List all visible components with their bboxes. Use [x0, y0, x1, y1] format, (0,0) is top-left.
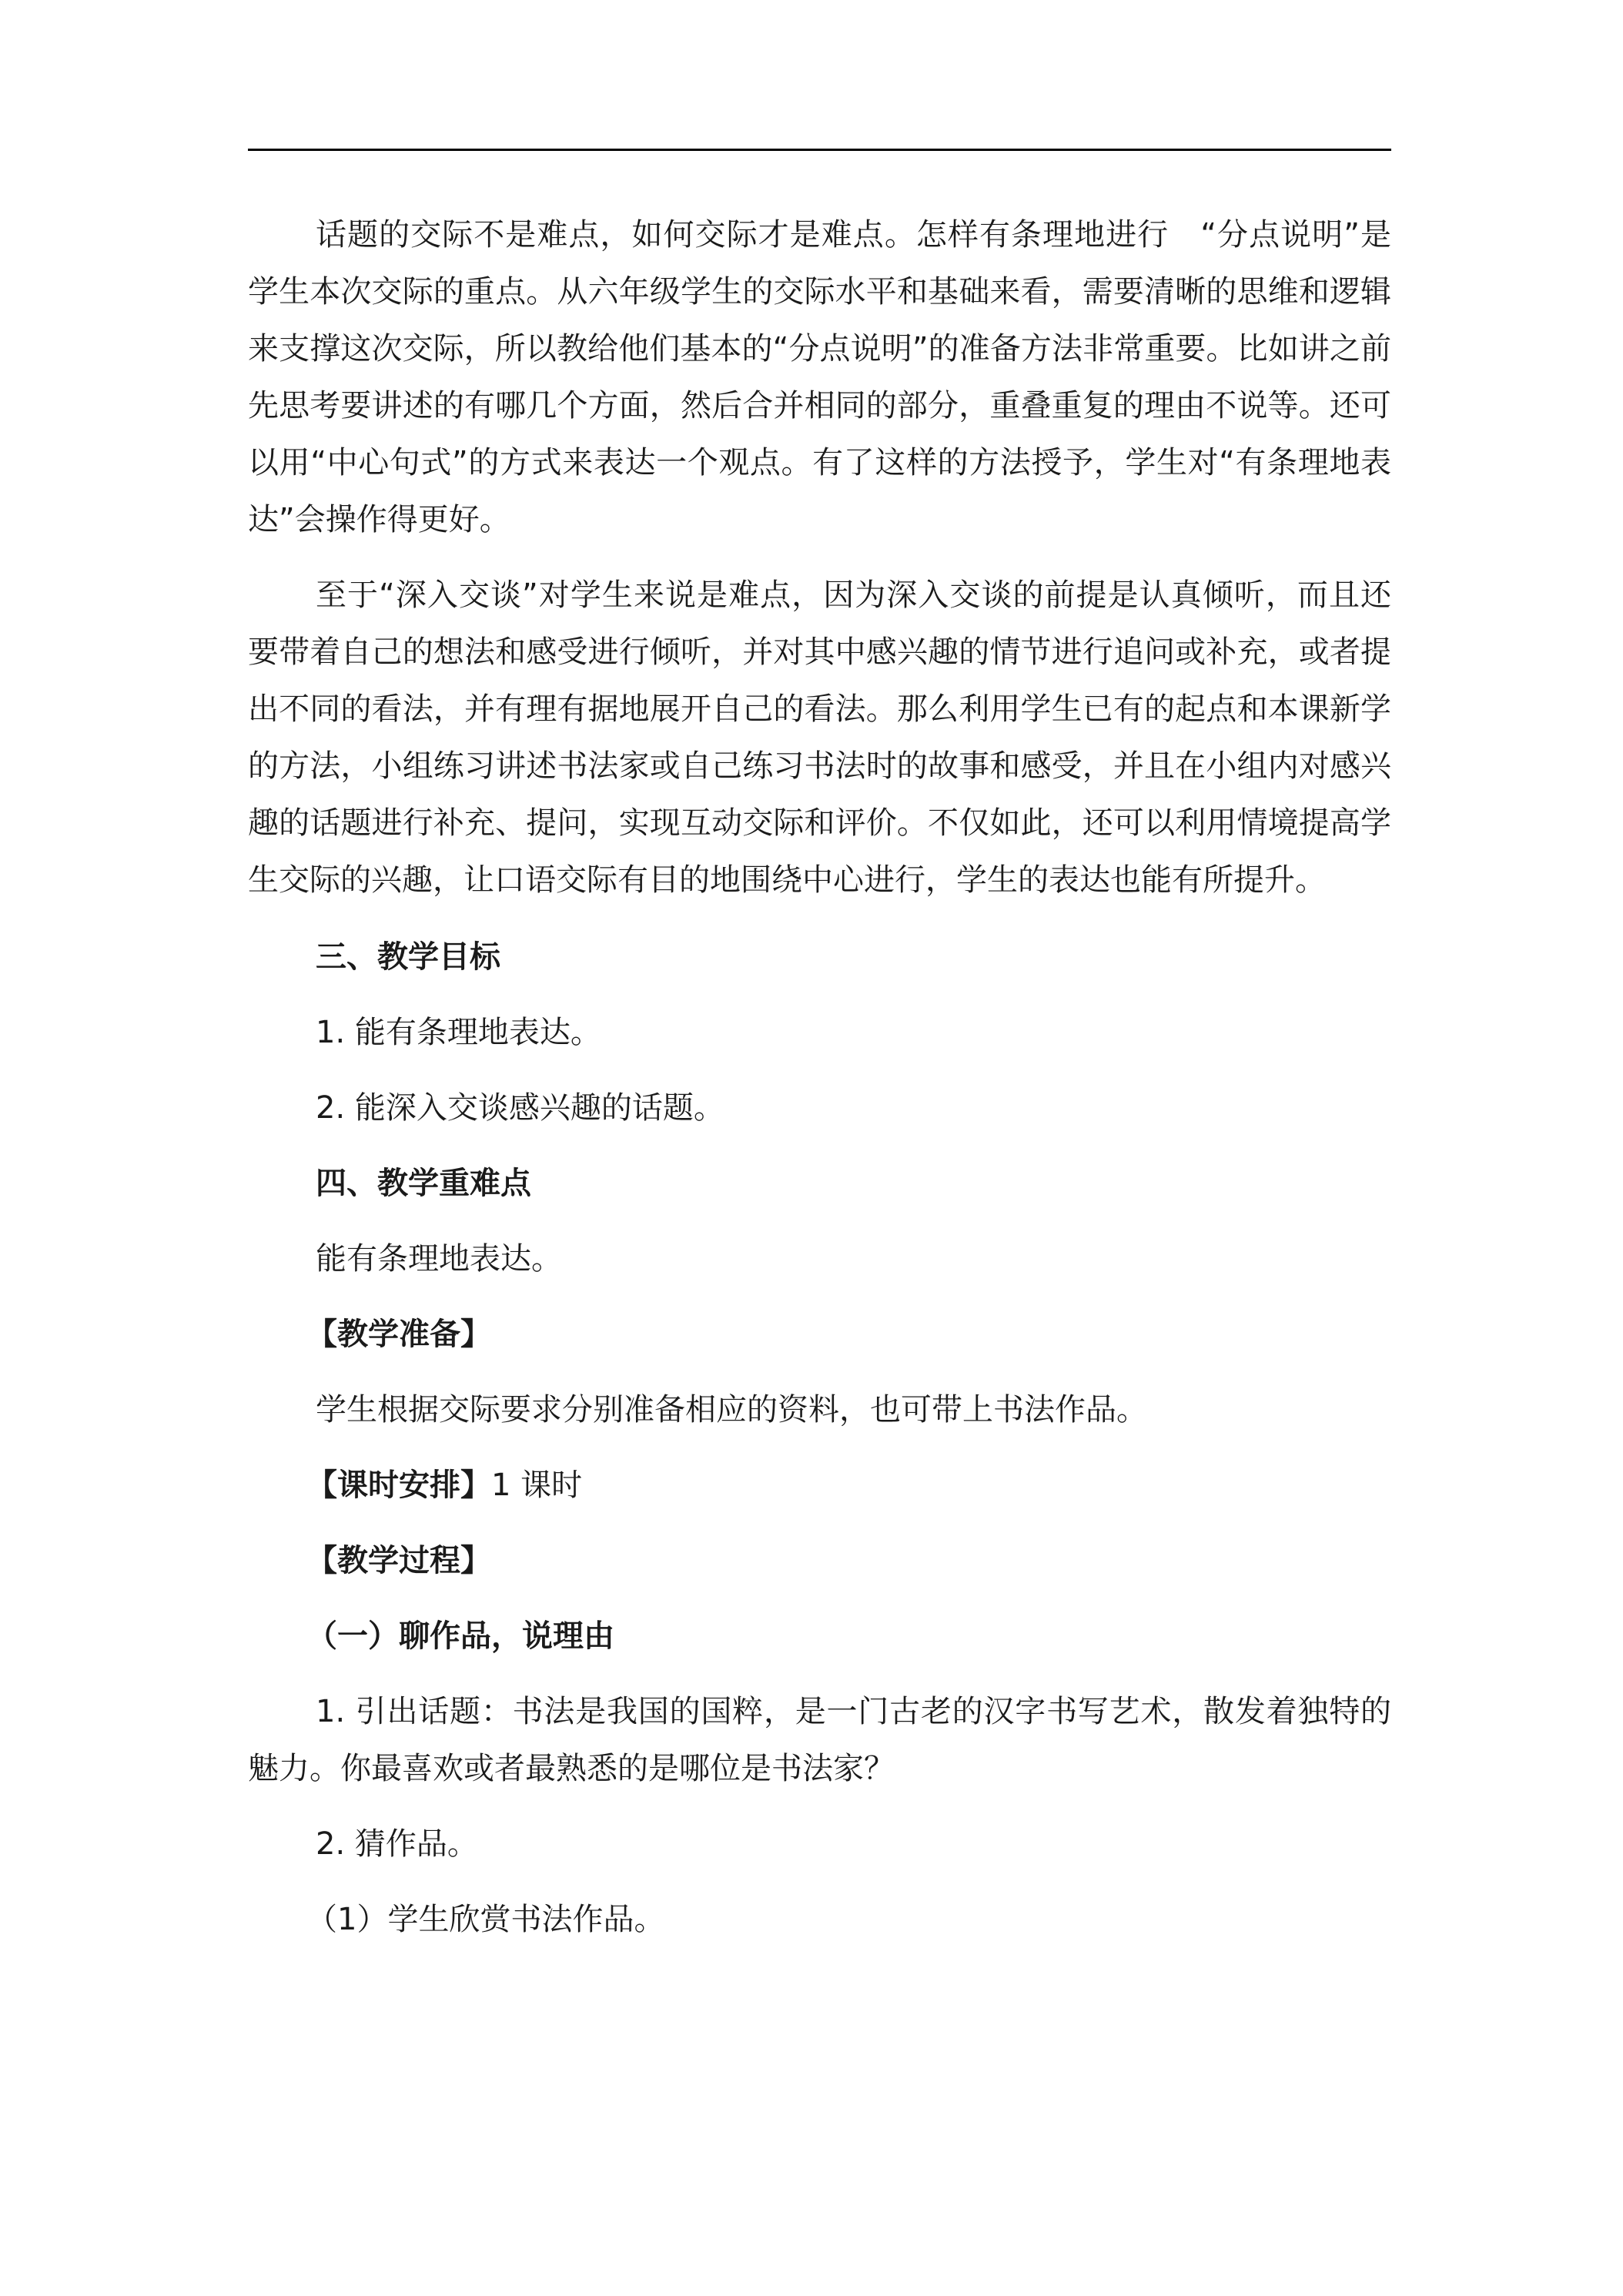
goal-item-1: 1. 能有条理地表达。 [316, 1015, 601, 1050]
goal-item-2: 2. 能深入交谈感兴趣的话题。 [316, 1090, 724, 1126]
schedule-label: 【课时安排】 [306, 1468, 491, 1503]
schedule-line [248, 1457, 1391, 1514]
step1-heading: （一）聊作品，说理由 [306, 1618, 614, 1654]
paragraph-difficulty: 话题的交际不是难点，如何交际才是难点。怎样有条理地进行 “分点说明”是学生本次交际的重点。从六年级学生的交际水平和基础来看，需要清晰的思维和逻辑来支撑这次交际，所以教给他们基本的“分点说明”的准备方法非常重要。比如讲之前先思考要讲述的有哪几个方面，然后合并相同的部分，重叠重复的理由不说等。还可以用“中心句式”的方式来表达一个观点。有了这样的方法授予，学生对“有条理地表达”会操作得更好。 [248, 217, 1391, 537]
prep-heading: 【教学准备】 [306, 1317, 491, 1352]
paragraph-deep-talk: 至于“深入交谈”对学生来说是难点，因为深入交谈的前提是认真倾听，而且还要带着自己的想法和感受进行倾听，并对其中感兴趣的情节进行追问或补充，或者提出不同的看法，并有理有据地展开自己的看法。那么利用学生已有的起点和本课新学的方法，小组练习讲述书法家或自己练习书法时的故事和感受，并且在小组内对感兴趣的话题进行补充、提问，实现互动交际和评价。不仅如此，还可以利用情境提高学生交际的兴趣，让口语交际有目的地围绕中心进行，学生的表达也能有所提升。 [248, 577, 1391, 898]
key-point-text: 能有条理地表达。 [316, 1241, 562, 1277]
process-heading: 【教学过程】 [306, 1543, 491, 1578]
section-heading-key-points: 四、教学重难点 [316, 1166, 531, 1201]
prep-text: 学生根据交际要求分别准备相应的资料，也可带上书法作品。 [316, 1392, 1147, 1427]
step1-sub-item-1: （1）学生欣赏书法作品。 [306, 1902, 665, 1937]
step1-item-2: 2. 猜作品。 [316, 1826, 478, 1862]
section-heading-goals: 三、教学目标 [316, 939, 500, 975]
step1-item-1: 1. 引出话题：书法是我国的国粹，是一门古老的汉字书写艺术，散发着独特的魅力。你最喜欢或者最熟悉的是哪位是书法家？ [248, 1694, 1391, 1786]
header-rule [248, 149, 1391, 151]
schedule-value: 1 课时 [491, 1468, 583, 1503]
document-body [248, 206, 1391, 1948]
